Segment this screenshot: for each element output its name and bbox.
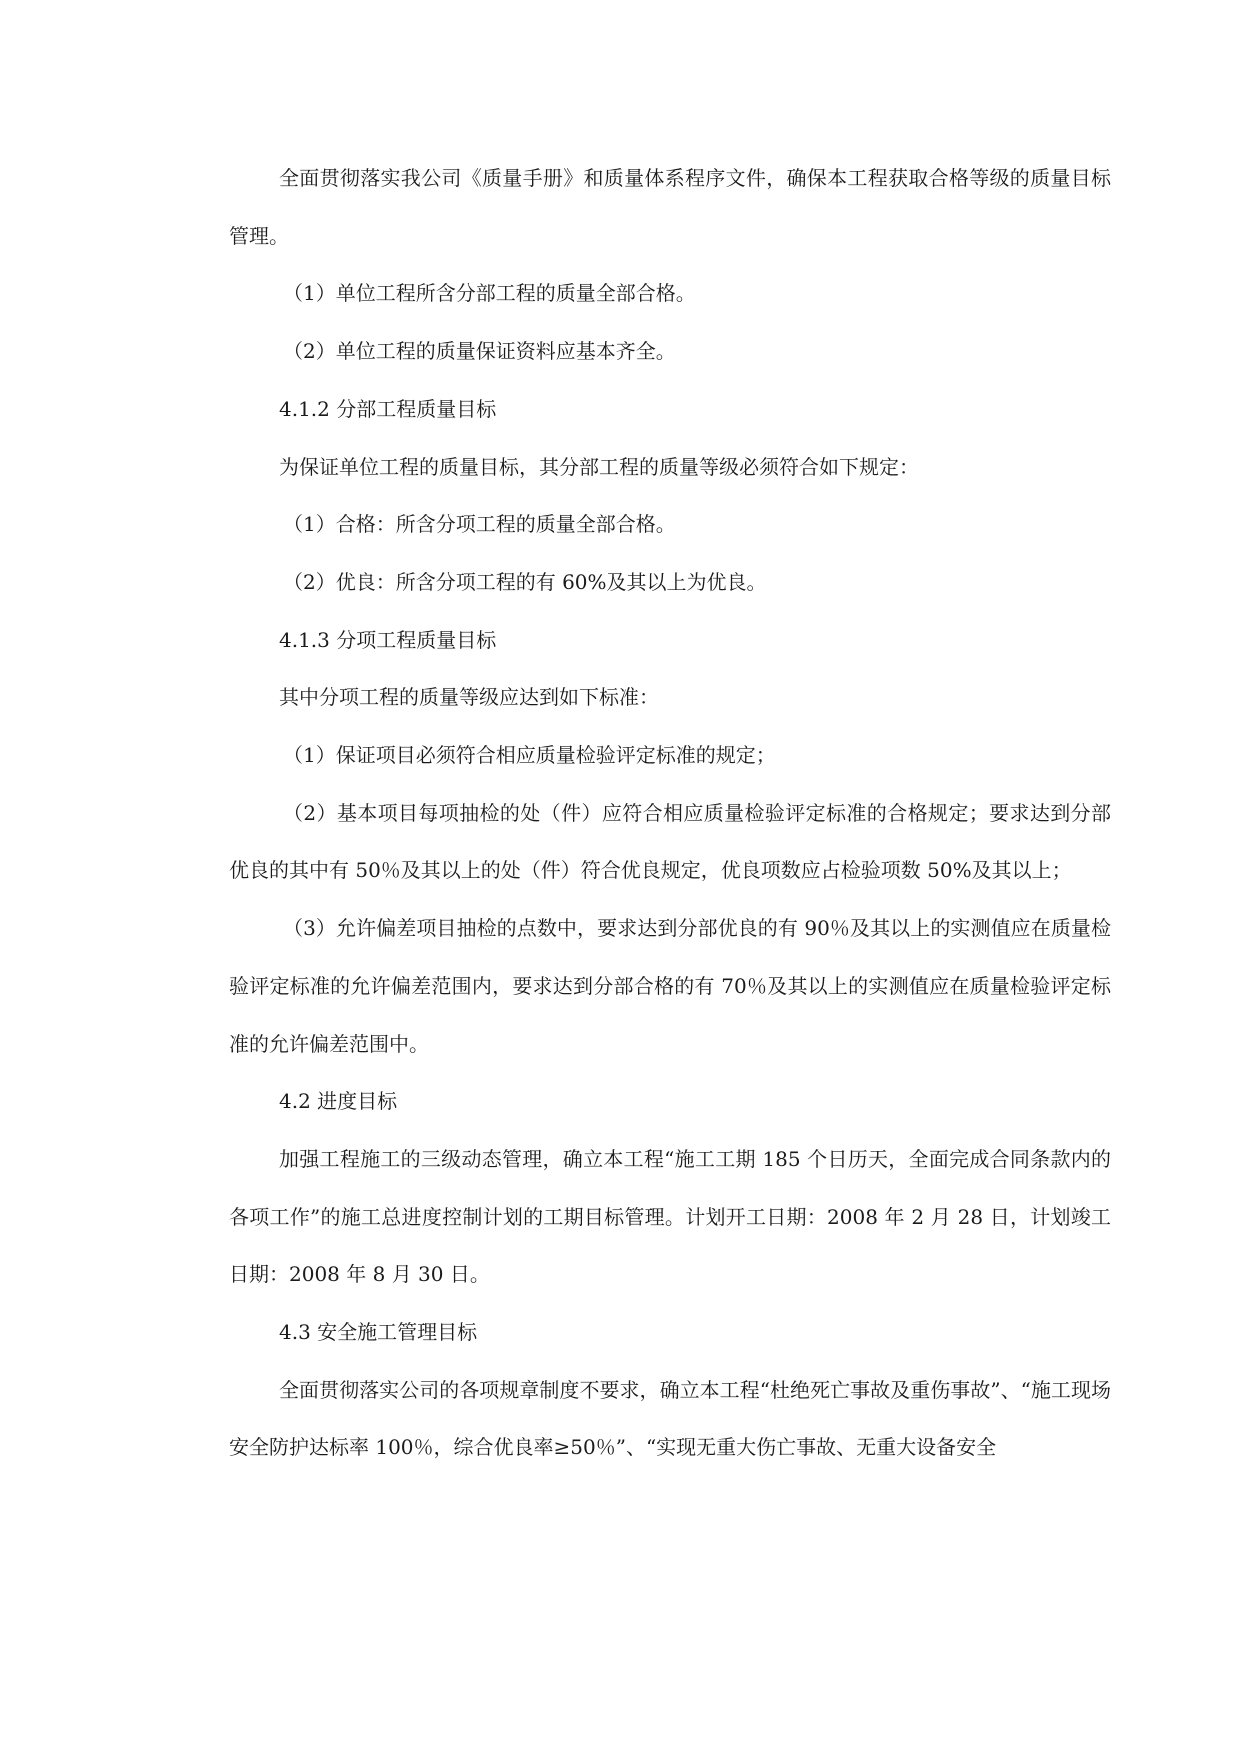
list-item: （3）允许偏差项目抽检的点数中，要求达到分部优良的有 90％及其以上的实测值应在质量检验评定标准的允许偏差范围内，要求达到分部合格的有 70％及其以上的实测值应在质量检验评定标准的允许偏差范围中。 [229,916,1111,1056]
section-heading-4-2: 4.2 进度目标 [279,1089,398,1114]
paragraph-quality-intro: 全面贯彻落实我公司《质量手册》和质量体系程序文件，确保本工程获取合格等级的质量目标管理。 [229,166,1111,248]
list-item: （2）优良：所含分项工程的有 60%及其以上为优良。 [283,569,767,594]
list-item: （2）单位工程的质量保证资料应基本齐全。 [283,339,676,364]
list-item: （1）保证项目必须符合相应质量检验评定标准的规定； [283,743,776,768]
paragraph-safety: 全面贯彻落实公司的各项规章制度不要求，确立本工程“杜绝死亡事故及重伤事故”、“施工现场安全防护达标率 100％，综合优良率≥50％”、“实现无重大伤亡事故、无重大设备安全 [229,1377,1111,1460]
paragraph: 其中分项工程的质量等级应达到如下标准： [279,685,659,710]
list-item: （1）合格：所含分项工程的质量全部合格。 [283,512,676,537]
section-heading-4-1-2: 4.1.2 分部工程质量目标 [279,396,497,421]
section-heading-4-1-3: 4.1.3 分项工程质量目标 [279,627,497,652]
paragraph: 为保证单位工程的质量目标，其分部工程的质量等级必须符合如下规定： [279,454,919,479]
document-body [229,150,1111,1477]
paragraph-schedule: 加强工程施工的三级动态管理，确立本工程“施工工期 185 个日历天，全面完成合同条款内的各项工作”的施工总进度控制计划的工期目标管理。计划开工日期：2008 年 2 月 28 日，计划竣工日期：2008 年 8 月 30 日。 [229,1146,1111,1287]
list-item: （2）基本项目每项抽检的处（件）应符合相应质量检验评定标准的合格规定；要求达到分部优良的其中有 50％及其以上的处（件）符合优良规定，优良项数应占检验项数 50%及其以上； [229,800,1111,883]
list-item: （1）单位工程所含分部工程的质量全部合格。 [283,281,696,306]
section-heading-4-3: 4.3 安全施工管理目标 [279,1320,478,1345]
